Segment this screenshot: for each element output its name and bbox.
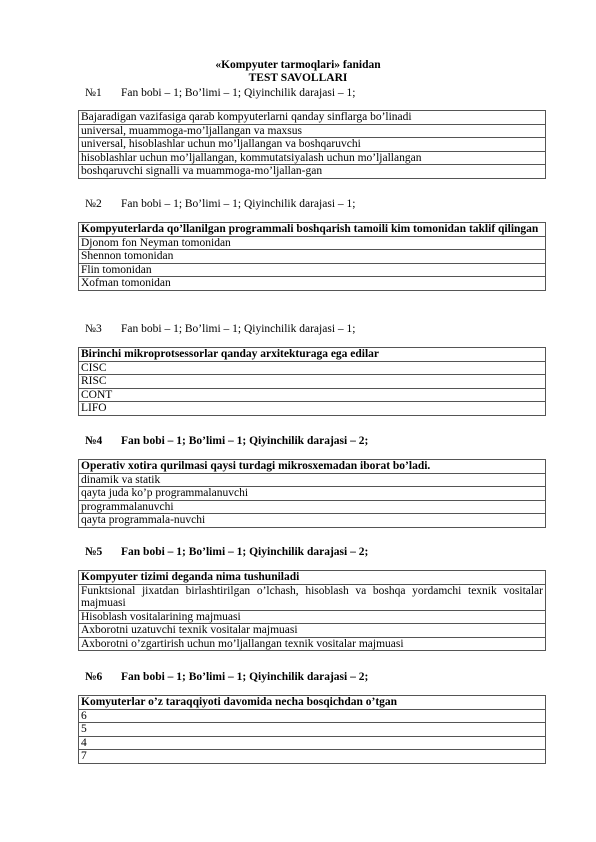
question-table-6 xyxy=(78,695,546,764)
answer-option: universal, muammoga-mo’ljallangan va maxsus xyxy=(79,124,546,138)
question-header-6 xyxy=(85,671,368,684)
answer-option: 5 xyxy=(79,723,546,737)
question-meta: Fan bobi – 1; Bo’limi – 1; Qiyinchilik darajasi – 2; xyxy=(121,435,369,447)
question-meta: Fan bobi – 1; Bo’limi – 1; Qiyinchilik darajasi – 2; xyxy=(121,671,369,683)
question-number: №6 xyxy=(85,671,103,683)
question-table-4 xyxy=(78,459,546,528)
question-stem: Kompyuterlarda qo’llanilgan programmali boshqarish tamoili kim tomonidan taklif qilingan xyxy=(79,223,546,237)
question-header-4 xyxy=(85,435,368,448)
answer-option: hisoblashlar uchun mo’ljallangan, kommutatsiyalash uchun mo’ljallangan xyxy=(79,151,546,165)
answer-option: Axborotni o’zgartirish uchun mo’ljallangan texnik vositalar majmuasi xyxy=(79,637,546,651)
question-header-1 xyxy=(85,87,355,100)
question-number: №3 xyxy=(85,323,102,335)
answer-option: CISC xyxy=(79,361,546,375)
question-meta: Fan bobi – 1; Bo’limi – 1; Qiyinchilik darajasi – 2; xyxy=(121,546,369,558)
answer-option: 6 xyxy=(79,709,546,723)
question-table-2 xyxy=(78,222,546,291)
answer-option: CONT xyxy=(79,388,546,402)
question-stem: Operativ xotira qurilmasi qaysi turdagi mikrosxemadan iborat bo’ladi. xyxy=(79,460,546,474)
answer-option: RISC xyxy=(79,375,546,389)
question-stem: Bajaradigan vazifasiga qarab kompyuterlarni qanday sinflarga bo’linadi xyxy=(79,111,546,125)
question-stem: Komyuterlar o’z taraqqiyoti davomida necha bosqichdan o’tgan xyxy=(79,696,546,710)
question-table-1 xyxy=(78,110,546,179)
answer-option: Djonom fon Neyman tomonidan xyxy=(79,236,546,250)
question-stem: Birinchi mikroprotsessorlar qanday arxitekturaga ega edilar xyxy=(79,348,546,362)
answer-option: universal, hisoblashlar uchun mo’ljallangan va boshqaruvchi xyxy=(79,138,546,152)
question-number: №4 xyxy=(85,435,103,447)
document-title: «Kompyuter tarmoqlari» fanidan xyxy=(215,59,381,71)
question-number: №5 xyxy=(85,546,103,558)
question-meta: Fan bobi – 1; Bo’limi – 1; Qiyinchilik darajasi – 1; xyxy=(121,87,356,99)
question-header-3 xyxy=(85,323,355,336)
answer-option: Funktsional jixatdan birlashtirilgan o’lchash, hisoblash va boshqa yordamchi texnik vositalar majmuasi xyxy=(79,584,546,610)
answer-option: LIFO xyxy=(79,402,546,416)
answer-option: Xofman tomonidan xyxy=(79,277,546,291)
answer-option: qayta juda ko’p programmalanuvchi xyxy=(79,487,546,501)
question-number: №1 xyxy=(85,87,102,99)
question-header-2 xyxy=(85,198,355,211)
answer-option: 4 xyxy=(79,736,546,750)
answer-option: Shennon tomonidan xyxy=(79,250,546,264)
question-number: №2 xyxy=(85,198,102,210)
question-table-5 xyxy=(78,570,546,651)
question-meta: Fan bobi – 1; Bo’limi – 1; Qiyinchilik darajasi – 1; xyxy=(121,323,356,335)
answer-option: 7 xyxy=(79,750,546,764)
document-subtitle: TEST SAVOLLARI xyxy=(248,72,348,84)
answer-option: Flin tomonidan xyxy=(79,263,546,277)
answer-option: boshqaruvchi signalli va muammoga-mo’ljallan-gan xyxy=(79,165,546,179)
answer-option: programmalanuvchi xyxy=(79,500,546,514)
answer-option: Axborotni uzatuvchi texnik vositalar majmuasi xyxy=(79,624,546,638)
answer-option: qayta programmala-nuvchi xyxy=(79,514,546,528)
question-meta: Fan bobi – 1; Bo’limi – 1; Qiyinchilik darajasi – 1; xyxy=(121,198,356,210)
question-stem: Kompyuter tizimi deganda nima tushuniladi xyxy=(79,571,546,585)
answer-option: dinamik va statik xyxy=(79,473,546,487)
answer-option: Hisoblash vositalarining majmuasi xyxy=(79,610,546,624)
question-header-5 xyxy=(85,546,368,559)
question-table-3 xyxy=(78,347,546,416)
